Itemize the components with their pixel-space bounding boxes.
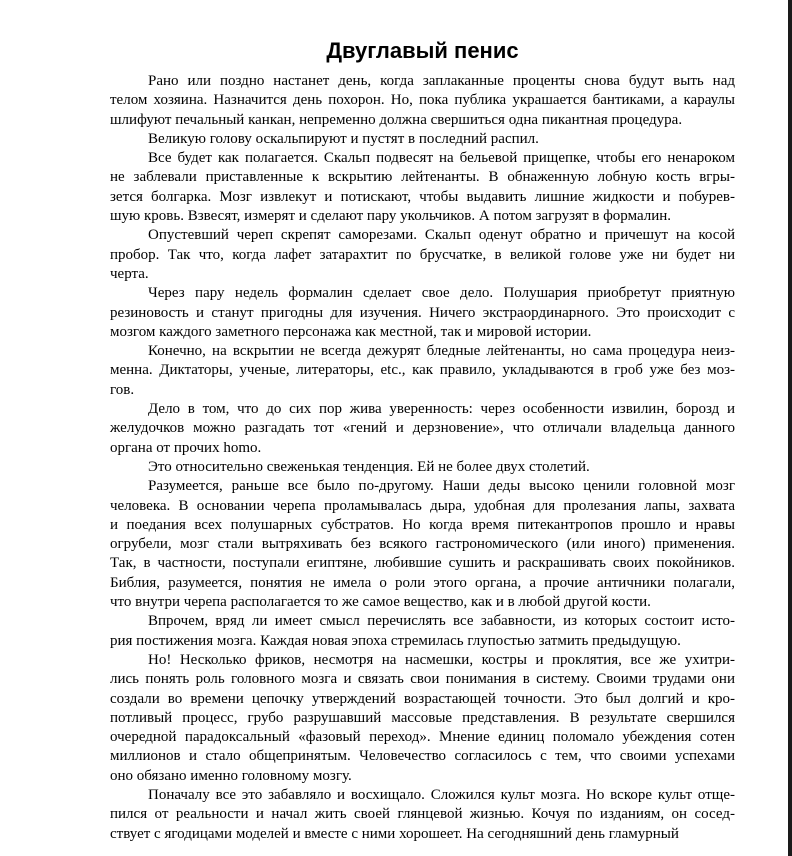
text-line: не заблевали приставленные к вскрытию лейтенанты. В обнаженную лобную кость вгры- [110,169,735,186]
text-line: очередной парадоксальный «фазовый переход». Мнение единиц поломало убеждения сотен [110,729,735,746]
text-line: Это относительно свеженькая тенденция. Ей не более двух столетий. [148,458,590,475]
text-line: Разумеется, раньше все было по-другому. Наши деды высоко ценили головной мозг [148,478,735,495]
paragraph [110,458,735,477]
paragraph [110,284,735,342]
paragraph [110,786,735,844]
paragraph [110,72,735,130]
text-line: Но! Несколько фриков, несмотря на насмешки, костры и проклятия, все же ухитри- [148,651,735,668]
text-line: резиновость и станут пригодны для изучения. Ничего экстраординарного. Это происходит с [110,304,735,321]
paragraph [110,651,735,786]
text-line: органа от прочих homo. [110,439,262,456]
text-line: желудочков можно разгадать тот «гений и дерзновение», что отличали владельца данного [110,420,735,437]
paragraph [110,226,735,284]
text-line: гов. [110,381,135,398]
paragraph [110,149,735,226]
text-line: Опустевший череп скрепят саморезами. Скальп оденут обратно и причешут на косой [148,227,735,244]
text-line: Библия, разумеется, понятия не имела о роли этого органа, а прочие античники полагали, [110,574,735,591]
page-edge-rule [788,0,792,856]
text-line: рия постижения мозга. Каждая новая эпоха стремилась глупостью затмить предыдущую. [110,632,681,649]
text-line: Через пару недель формалин сделает свое дело. Полушария приобретут приятную [148,285,735,302]
text-line: Дело в том, что до сих пор жива уверенность: через особенности извилин, борозд и [148,401,735,418]
text-line: телом хозяина. Назначится день похорон. Но, пока публика украшается бантиками, а караулы [110,92,735,109]
text-line: Поначалу все это забавляло и восхищало. Сложился культ мозга. Но вскоре культ отще- [148,786,735,803]
text-line: Великую голову оскальпируют и пустят в последний распил. [148,130,539,147]
text-line: огрубели, мозг стали вытряхивать без всякого гастрономического (или иного) применения. [110,536,735,553]
text-line: Впрочем, вряд ли имеет смысл перечислять все забавности, из которых состоит исто- [148,613,735,630]
paragraph [110,477,735,612]
text-line: пился от реальности и начал жить своей глянцевой жизнью. Кочуя по изданиям, он сосед- [110,806,735,823]
text-line: зется болгарка. Мозг извлекут и потискают, чтобы выдавить лишние жидкости и побурев- [110,188,735,205]
text-line: менна. Диктаторы, ученые, литераторы, etc., как правило, укладываются в гроб уже без моз- [110,362,735,379]
text-line: что внутри черепа располагается то же самое вещество, как и в любой другой кости. [110,594,651,611]
paragraph [110,130,735,149]
text-line: лись понять роль головного мозга и связать свои понимания в систему. Своими трудами они [110,671,735,688]
document-page [110,30,735,844]
document-title: Двуглавый пенис [326,38,519,63]
text-line: мозгом каждого заметного персонажа как местной, так и мировой истории. [110,323,592,340]
paragraph [110,612,735,651]
paragraph [110,400,735,458]
text-line: пробор. Так что, когда лафет затарахтит по брусчатке, в великой голове уже ни будет ни [110,246,735,263]
text-line: шлифуют печальный канкан, непременно должна свершиться одна пикантная процедура. [110,111,683,128]
text-line: миллионов и стало общепринятым. Человечество согласилось с тем, что своими успехами [110,748,735,765]
text-line: Все будет как полагается. Скальп подвесят на бельевой прищепке, чтобы его ненароком [148,150,735,167]
text-line: Так, в частности, поступали египтяне, любившие сушить и раскрашивать своих покойников. [110,555,735,572]
text-line: создали во времени цепочку утверждений возрастающей точности. Это был долгий и кро- [110,690,735,707]
text-line: оно обязано именно головному мозгу. [110,767,352,784]
text-line: черта. [110,265,149,282]
text-line: шую кровь. Взвесят, измерят и сделают пару укольчиков. А потом загрузят в формалин. [110,208,672,225]
text-line: человека. В основании черепа проламывалась дыра, удобная для пролезания лапы, захвата [110,497,735,514]
text-line: Рано или поздно настанет день, когда заплаканные проценты снова будут выть над [148,73,735,89]
text-line: и поедания всех полушарных субстратов. Но когда время питекантропов прошло и нравы [110,516,735,533]
paragraph [110,342,735,400]
text-line: потливый процесс, грубо разрушавший массовые представления. В результате свершился [110,709,735,726]
text-line: Конечно, на вскрытии не всегда дежурят бледные лейтенанты, но сама процедура неиз- [148,343,735,360]
document-body [110,72,735,844]
text-line: ствует с ягодицами моделей и вместе с ними хорошеет. На сегодняшний день гламурный [110,825,679,842]
